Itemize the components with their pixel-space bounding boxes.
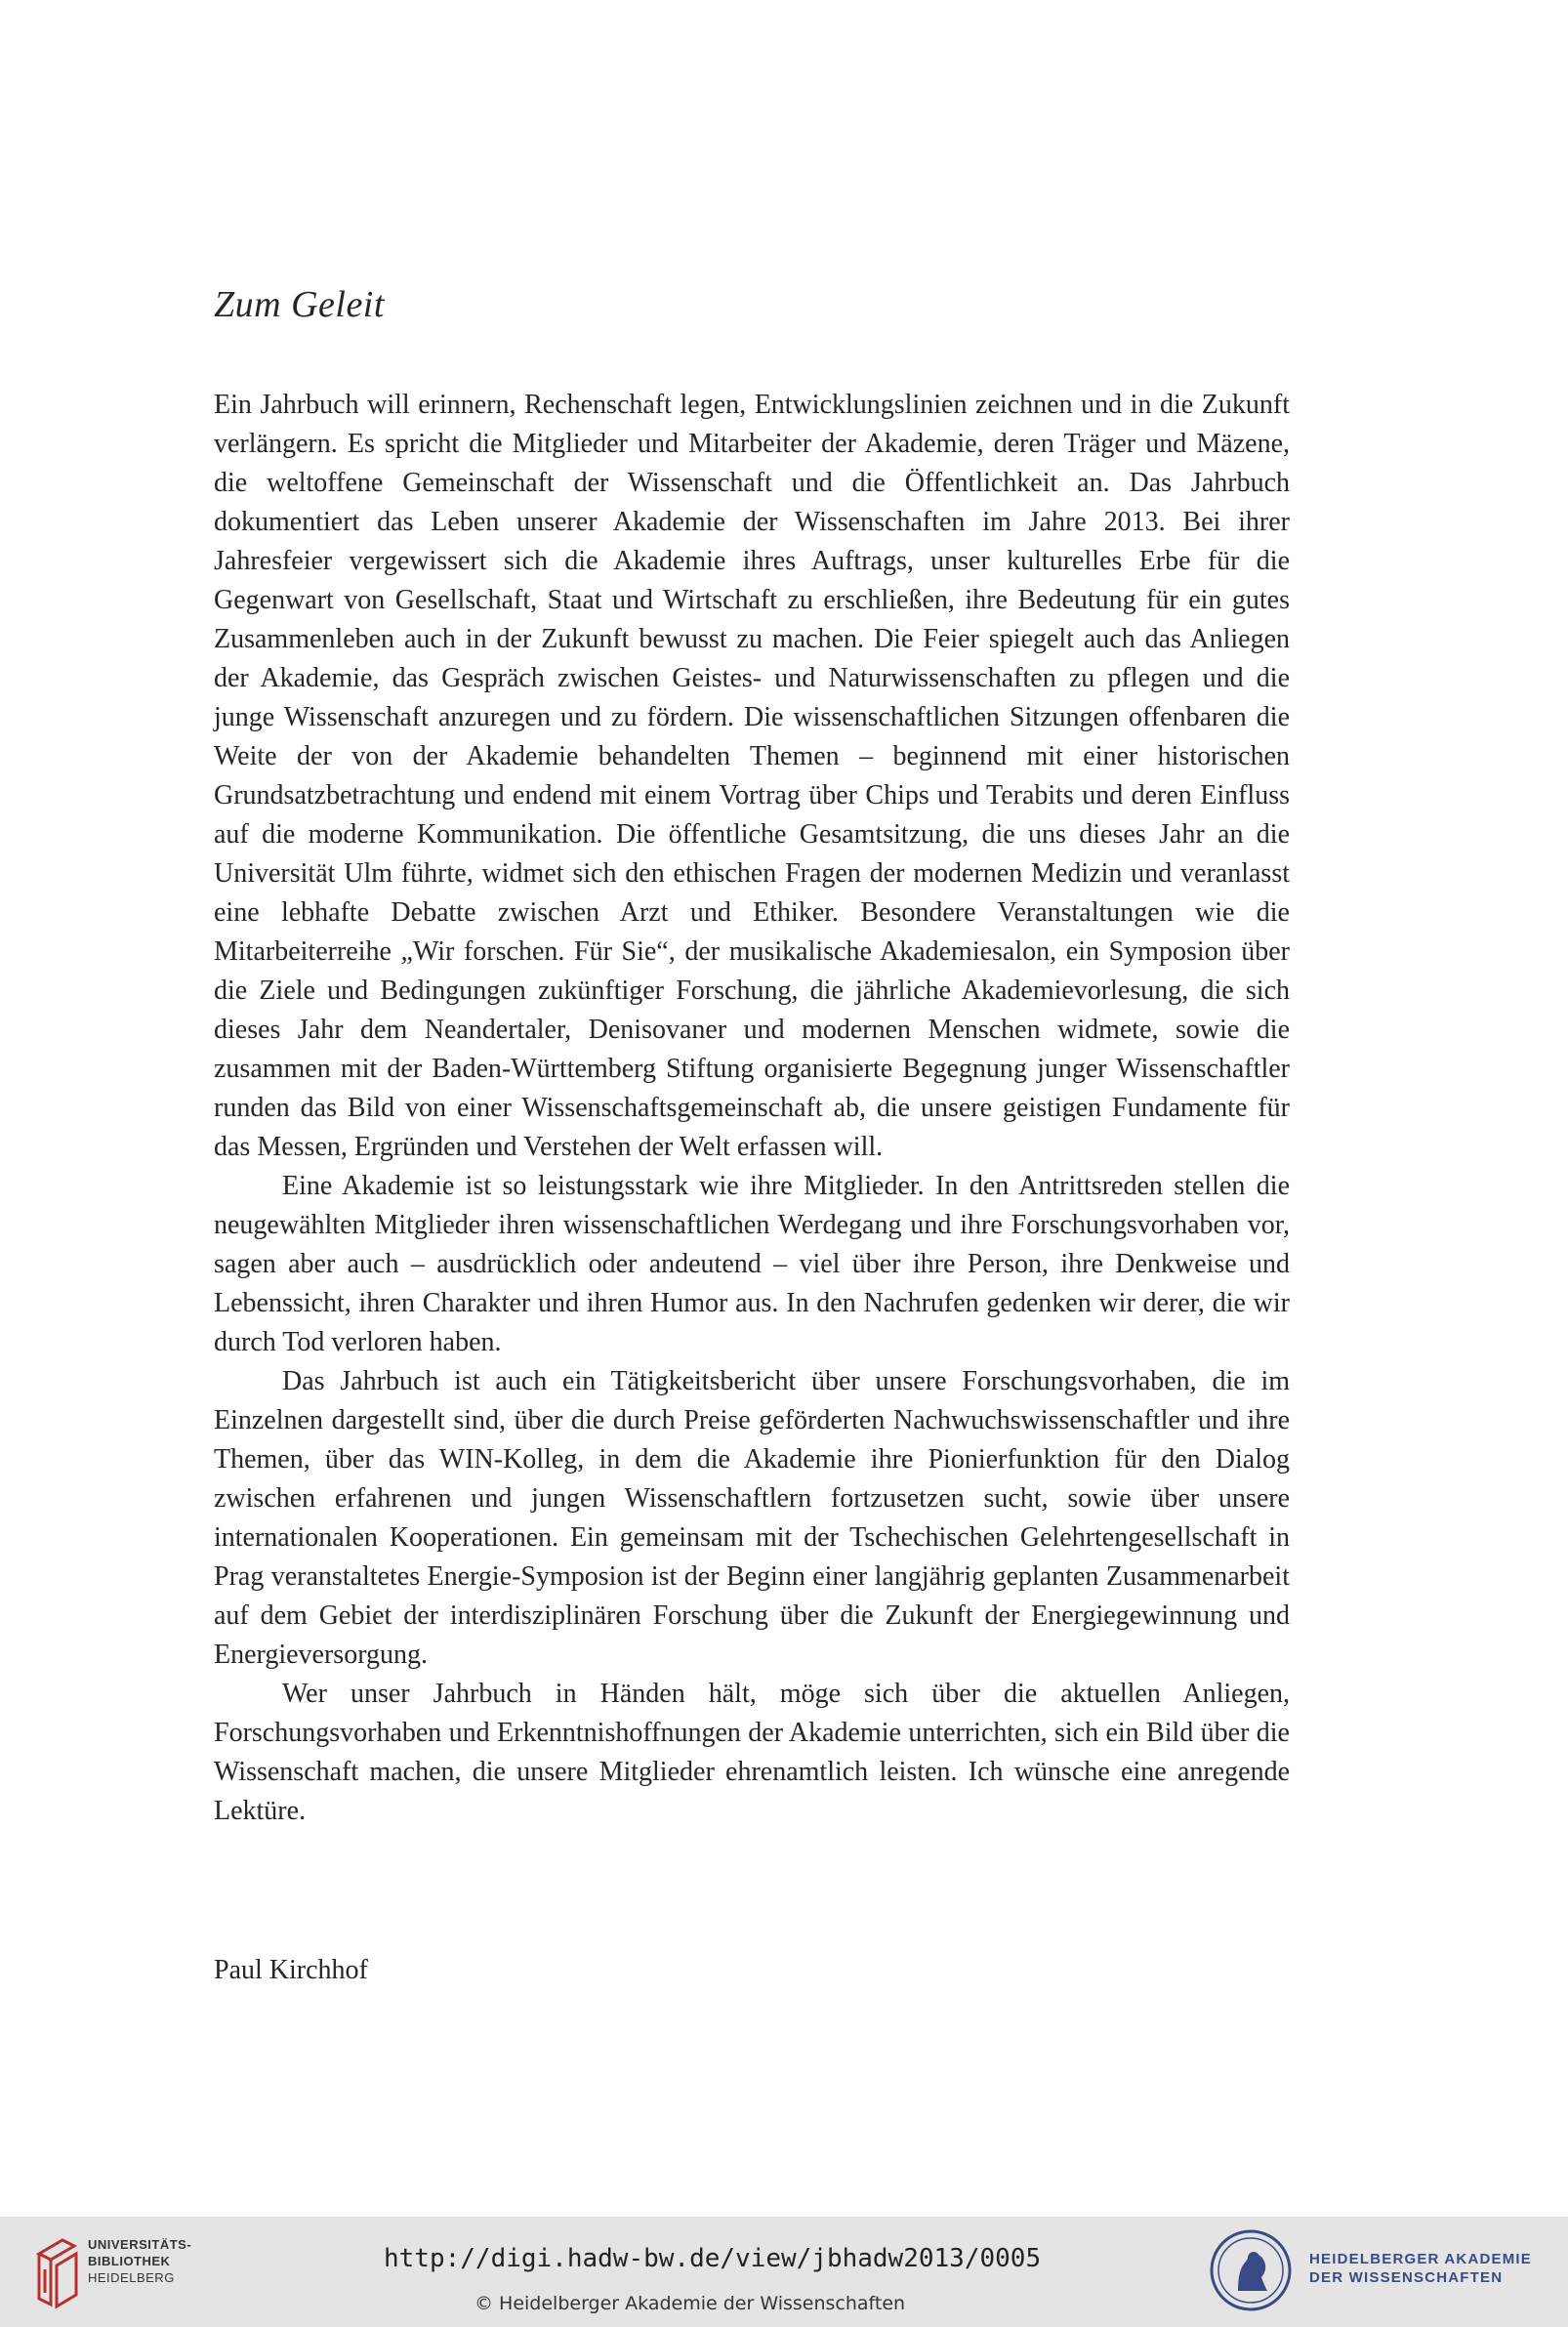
permalink-url[interactable]: http://digi.hadw-bw.de/view/jbhadw2013/0005 (384, 2244, 1042, 2273)
viewer-footer (0, 2217, 1568, 2327)
library-name-line3: HEIDELBERG (88, 2270, 175, 2285)
academy-name-line1: HEIDELBERGER AKADEMIE (1309, 2251, 1532, 2267)
paragraph-2: Eine Akademie ist so leistungsstark wie ihre Mitglieder. In den Antrittsreden stellen die neugewählten Mitglieder ihren wissenschaftlichen Werdegang und ihre Forschungsvorhaben vor, sagen aber auch – ausdrücklich oder andeutend – viel über ihre Person, ihre Denkweise und Lebenssicht, ihren Charakter und ihren Humor aus. In den Nachrufen gedenken wir derer, die wir durch Tod verloren haben. (214, 1171, 1290, 1357)
library-name-line1: UNIVERSITÄTS- (88, 2237, 192, 2252)
academy-name-line2: DER WISSENSCHAFTEN (1309, 2269, 1504, 2286)
library-logo-text (88, 2236, 191, 2286)
page-title: Zum Geleit (214, 284, 385, 325)
copyright-notice: © Heidelberger Akademie der Wissenschaften (475, 2293, 906, 2314)
library-name-line2: BIBLIOTHEK (88, 2254, 171, 2268)
paragraph-4: Wer unser Jahrbuch in Händen hält, möge sich über die aktuellen Anliegen, Forschungsvorhaben und Erkenntnishoffnungen der Akademie unterrichten, sich ein Bild über die Wissenschaft machen, die unsere Mitglieder ehrenamtlich leisten. Ich wünsche eine anregende Lektüre. (214, 1679, 1290, 1826)
body-text (214, 386, 1290, 1831)
paragraph-1: Ein Jahrbuch will erinnern, Rechenschaft legen, Entwicklungslinien zeichnen und in die Zukunft verlängern. Es spricht die Mitglieder und Mitarbeiter der Akademie, deren Träger und Mäzene, die weltoffene Gemeinschaft der Wissenschaft und die Öffentlichkeit an. Das Jahrbuch dokumentiert das Leben unserer Akademie der Wissenschaften im Jahre 2013. Bei ihrer Jahresfeier vergewissert sich die Akademie ihres Auftrags, unser kulturelles Erbe für die Gegenwart von Gesellschaft, Staat und Wirtschaft zu erschließen, ihre Bedeutung für ein gutes Zusammenleben auch in der Zukunft bewusst zu machen. Die Feier spiegelt auch das Anliegen der Akademie, das Gespräch zwischen Geistes- und Naturwissenschaften zu pflegen und die junge Wissenschaft anzuregen und zu fördern. Die wissenschaftlichen Sitzungen offenbaren die Weite der von der Akademie behandelten Themen – beginnend mit einer historischen Grundsatzbetrachtung und endend mit einem Vortrag über Chips und Terabits und deren Einfluss auf die moderne Kommunikation. Die öffentliche Gesamtsitzung, die uns dieses Jahr an die Universität Ulm führte, widmet sich den ethischen Fragen der modernen Medizin und veranlasst eine lebhafte Debatte zwischen Arzt und Ethiker. Besondere Veranstaltungen wie die Mitarbeiterreihe „Wir forschen. Für Sie“, der musikalische Akademiesalon, ein Symposion über die Ziele und Bedingungen zukünftiger Forschung, die jährliche Akademievorlesung, die sich dieses Jahr dem Neandertaler, Denisovaner und modernen Menschen widmete, sowie die zusammen mit der Baden-Württemberg Stiftung organisierte Begegnung junger Wissenschaftler runden das Bild von einer Wissenschaftsgemeinschaft ab, die unsere geistigen Fundamente für das Messen, Ergründen und Verstehen der Welt erfassen will. (214, 390, 1290, 1162)
academy-seal-icon (1209, 2228, 1293, 2312)
academy-logo-text (1309, 2250, 1532, 2287)
signature: Paul Kirchhof (214, 1955, 368, 1985)
paragraph-3: Das Jahrbuch ist auch ein Tätigkeitsbericht über unsere Forschungsvorhaben, die im Einzelnen dargestellt sind, über die durch Preise geförderten Nachwuchswissenschaftler und ihre Themen, über das WIN-Kolleg, in dem die Akademie ihre Pionierfunktion für den Dialog zwischen erfahrenen und jungen Wissenschaftlern fortzusetzen sucht, sowie über unsere internationalen Kooperationen. Ein gemeinsam mit der Tschechischen Gelehrtengesellschaft in Prag veranstaltetes Energie-Symposion ist der Beginn einer langjährig geplanten Zusammenarbeit auf dem Gebiet der interdisziplinären Forschung über die Zukunft der Energiegewinnung und Energieversorgung. (214, 1366, 1290, 1670)
